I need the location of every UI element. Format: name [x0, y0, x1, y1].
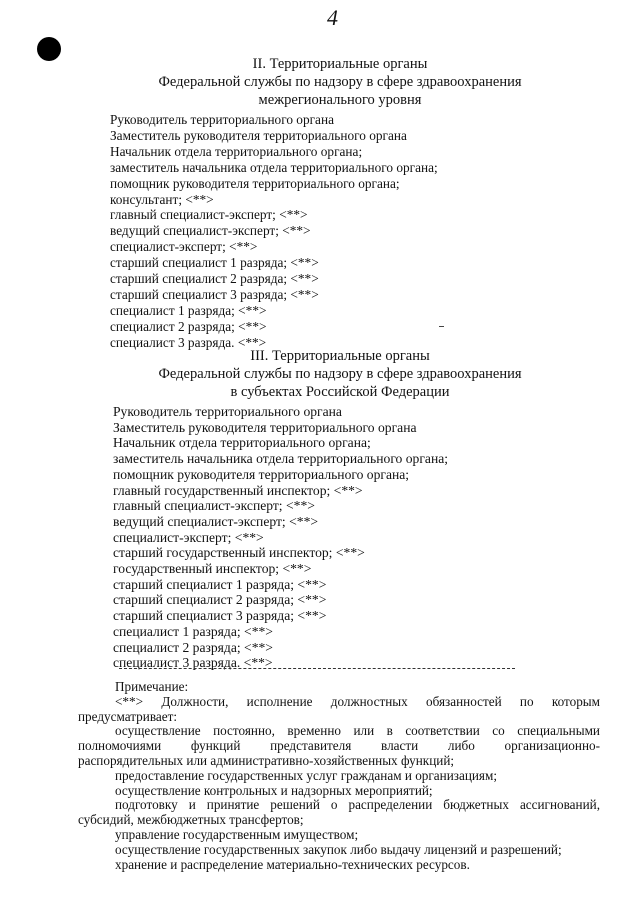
note-line: предусматривает: — [78, 708, 178, 724]
position-item: специалист 3 разряда. <**> — [110, 334, 267, 350]
position-item: ведущий специалист-эксперт; <**> — [113, 513, 319, 529]
section-2-heading-line: межрегионального уровня — [258, 92, 422, 108]
position-item: Руководитель территориального органа — [113, 404, 342, 419]
position-item: специалист-эксперт; <**> — [113, 529, 264, 545]
position-item: помощник руководителя территориального органа; — [110, 175, 400, 191]
section-2-position-list — [110, 112, 438, 351]
note-line: осуществление постоянно, временно или в соответствии со специальными — [115, 723, 600, 739]
position-item: специалист 2 разряда; <**> — [110, 318, 267, 334]
position-item: главный специалист-эксперт; <**> — [110, 207, 308, 223]
note-line: распорядительных или административно-хозяйственных функций; — [78, 752, 455, 768]
position-item: заместитель начальника отдела территориального органа; — [113, 451, 449, 467]
hole-punch-mark — [37, 37, 61, 61]
note-line: управление государственным имуществом; — [115, 826, 359, 842]
position-item: специалист 1 разряда; <**> — [110, 302, 267, 318]
position-item: Заместитель руководителя территориального органа — [110, 127, 407, 143]
section-3-heading-line: в субъектах Российской Федерации — [230, 384, 450, 400]
position-item: специалист 3 разряда. <**> — [113, 655, 273, 671]
position-item: главный государственный инспектор; <**> — [113, 482, 363, 498]
section-3-heading-line: III. Территориальные органы — [250, 348, 430, 364]
position-item: государственный инспектор; <**> — [113, 561, 312, 577]
position-item: старший специалист 2 разряда; <**> — [113, 592, 327, 608]
section-3-heading-line: Федеральной службы по надзору в сфере здравоохранения — [158, 366, 522, 382]
note-title: Примечание: — [115, 679, 189, 694]
note-line: хранение и распределение материально-технических ресурсов. — [115, 856, 470, 872]
position-item: заместитель начальника отдела территориального органа; — [110, 159, 438, 175]
separator-rule — [119, 668, 515, 669]
position-item: старший специалист 1 разряда; <**> — [113, 576, 327, 592]
note-block — [78, 680, 600, 872]
section-2-heading-line: II. Территориальные органы — [252, 56, 428, 72]
note-line: подготовку и принятие решений о распределении бюджетных ассигнований, — [115, 797, 600, 813]
position-item: главный специалист-эксперт; <**> — [113, 498, 315, 514]
note-line: осуществление контрольных и надзорных мероприятий; — [115, 782, 433, 798]
section-3-heading — [100, 347, 580, 401]
position-item: Руководитель территориального органа — [110, 112, 334, 127]
stray-mark — [439, 326, 444, 327]
position-item: Начальник отдела территориального органа; — [113, 435, 371, 451]
position-item: Заместитель руководителя территориального органа — [113, 419, 417, 435]
position-item: ведущий специалист-эксперт; <**> — [110, 223, 311, 239]
position-item: специалист 1 разряда; <**> — [113, 623, 273, 639]
position-item: специалист 2 разряда; <**> — [113, 639, 273, 655]
position-item: старший специалист 1 разряда; <**> — [110, 255, 319, 271]
note-line: <**> Должности, исполнение должностных обязанностей по которым — [115, 693, 600, 709]
note-line: субсидий, межбюджетных трансфертов; — [78, 812, 304, 828]
note-line: предоставление государственных услуг гражданам и организациям; — [115, 767, 498, 783]
position-item: Начальник отдела территориального органа; — [110, 143, 363, 159]
section-3-position-list — [113, 404, 448, 671]
position-item: помощник руководителя территориального органа; — [113, 466, 410, 482]
position-item: старший специалист 3 разряда; <**> — [113, 608, 327, 624]
position-item: старший государственный инспектор; <**> — [113, 545, 365, 561]
section-2-heading-line: Федеральной службы по надзору в сфере здравоохранения — [158, 74, 522, 90]
note-line: полномочиями функций представителя власти либо организационно- — [78, 738, 600, 754]
position-item: старший специалист 2 разряда; <**> — [110, 271, 319, 287]
position-item: консультант; <**> — [110, 191, 214, 207]
page-number: 4 — [327, 5, 338, 30]
note-line: осуществление государственных закупок либо выдачу лицензий и разрешений; — [115, 841, 562, 857]
position-item: специалист-эксперт; <**> — [110, 239, 258, 255]
position-item: старший специалист 3 разряда; <**> — [110, 286, 319, 302]
section-2-heading — [100, 55, 580, 109]
